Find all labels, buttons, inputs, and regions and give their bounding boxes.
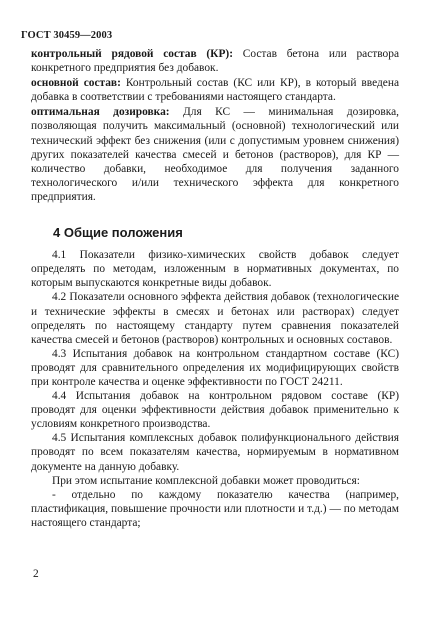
definition-term: контрольный рядовой состав (КР): [31, 48, 233, 60]
definition-term: основной состав: [31, 77, 121, 90]
definition-kr [31, 47, 399, 75]
paragraph-4-1: 4.1 Показатели физико-химических свойств добавок следует определять по методам, изложенным в нормативных документах, по которым выпускаются конкретные виды добавок. [31, 249, 399, 290]
definition-term: оптимальная дозировка: [31, 106, 170, 119]
paragraph-4-2: 4.2 Показатели основного эффекта действия добавок (технологические и технические эффекты в смесях и бетонах или растворах) следует определять по настоящему стандарту путем сравнения показателей качества смесей и бетонов (растворов) контрольных и основных составов. [31, 291, 399, 346]
document-header: ГОСТ 30459—2003 [21, 30, 113, 41]
paragraph-test-intro: При этом испытание комплексной добавки может проводиться: [52, 474, 360, 487]
document-body [31, 47, 399, 530]
definition-optimal-dosage [31, 105, 399, 204]
paragraph-4-3: 4.3 Испытания добавок на контрольном стандартном составе (КС) проводят для сравнительного определения их модифицирующих свойств при контроле качества и оценке эффективности по ГОСТ 24211. [31, 347, 399, 388]
definition-text: Контрольный состав (КС или КР), в который введена добавка в соответствии с требованиями настоящего стандарта. [31, 77, 400, 104]
page-number: 2 [33, 568, 39, 580]
definition-text: Состав бетона или раствора конкретного предприятия без добавок. [31, 48, 400, 75]
paragraph-4-4: 4.4 Испытания добавок на контрольном рядовом составе (КР) проводят для оценки эффективности действия добавок применительно к условиям конкретного производства. [31, 390, 399, 431]
paragraph-test-item: - отдельно по каждому показателю качества (например, пластификация, повышение прочности или плотности и т.д.) — по методам настоящего стандарта; [31, 488, 399, 529]
section-title: 4 Общие положения [53, 225, 183, 241]
definition-main-composition [31, 76, 399, 104]
definition-text: Для КС — минимальная дозировка, позволяющая получить максимальный (основной) технологический или технический эффект без снижения (или с допустимым уровнем снижения) других показателей качества смесей и бетонов (растворов), для КР — количество добавки, необходимое для получения заданного технологического и/или технического эффекта для конкретного предприятия. [31, 106, 400, 203]
paragraph-4-5: 4.5 Испытания комплексных добавок полифункционального действия проводят по всем показателям качества, нормируемым в нормативном документе на данную добавку. [31, 432, 399, 473]
